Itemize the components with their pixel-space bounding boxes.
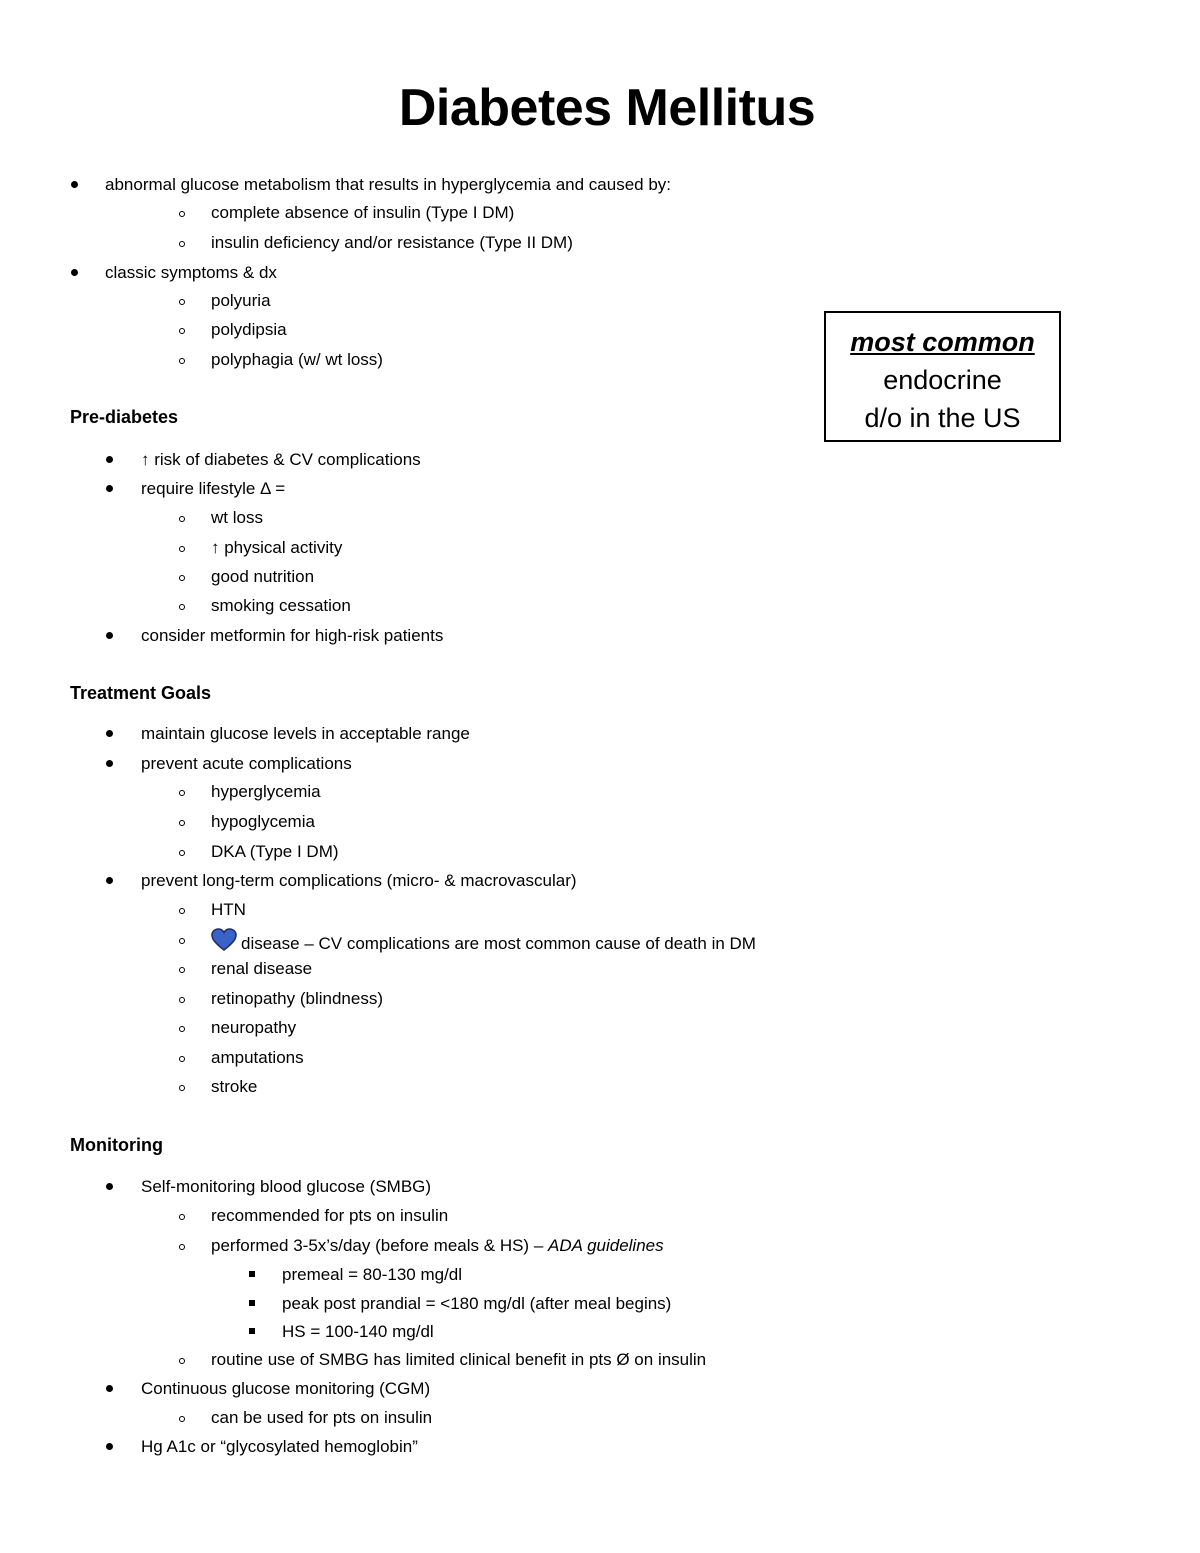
bullet — [106, 456, 113, 463]
sub-bullet — [179, 211, 185, 217]
sub-bullet — [179, 299, 185, 305]
callout-line: d/o in the US — [864, 403, 1021, 433]
list-item: polyuria — [211, 291, 271, 310]
list-item: renal disease — [211, 959, 313, 978]
callout-line: endocrine — [883, 365, 1002, 395]
sub-bullet — [179, 516, 185, 522]
list-item-heart-disease — [211, 928, 756, 955]
list-item-text: performed 3-5x’s/day (before meals & HS) – — [211, 1236, 544, 1255]
section-heading-prediabetes: Pre-diabetes — [70, 407, 179, 427]
list-item: complete absence of insulin (Type I DM) — [211, 203, 515, 222]
list-item: HS = 100-140 mg/dl — [282, 1322, 434, 1341]
list-item-text: disease – CV complications are most common cause of death in DM — [241, 934, 756, 953]
list-item: Hg A1c or “glycosylated hemoglobin” — [141, 1437, 418, 1456]
sub-bullet — [179, 967, 185, 973]
list-item: routine use of SMBG has limited clinical benefit in pts Ø on insulin — [211, 1350, 707, 1369]
list-item: retinopathy (blindness) — [211, 989, 383, 1008]
list-item: abnormal glucose metabolism that results in hyperglycemia and caused by: — [105, 175, 672, 194]
callout-emphasis: most common — [850, 327, 1035, 357]
bullet — [106, 730, 113, 737]
section-heading-treatment: Treatment Goals — [70, 683, 212, 703]
sub-bullet — [179, 604, 185, 610]
list-item — [211, 1235, 664, 1257]
sub-bullet — [179, 1416, 185, 1422]
list-item: ↑ risk of diabetes & CV complications — [141, 450, 421, 469]
list-item: prevent long-term complications (micro- & macrovascular) — [141, 871, 577, 890]
sub-sub-bullet — [249, 1328, 255, 1334]
sub-bullet — [179, 358, 185, 364]
sub-bullet — [179, 575, 185, 581]
sub-sub-bullet — [249, 1300, 255, 1306]
list-item: stroke — [211, 1077, 258, 1096]
list-item: hyperglycemia — [211, 782, 321, 801]
sub-bullet — [179, 1358, 185, 1364]
list-item: amputations — [211, 1048, 304, 1067]
bullet — [106, 632, 113, 639]
list-item: Continuous glucose monitoring (CGM) — [141, 1379, 431, 1398]
sub-sub-bullet — [249, 1271, 255, 1277]
bullet — [106, 877, 113, 884]
list-item: hypoglycemia — [211, 812, 315, 831]
list-item: neuropathy — [211, 1018, 297, 1037]
bullet — [106, 1443, 113, 1450]
callout-box — [824, 311, 1061, 442]
sub-bullet — [179, 1085, 185, 1091]
sub-bullet — [179, 1026, 185, 1032]
list-item: peak post prandial = <180 mg/dl (after meal begins) — [282, 1294, 672, 1313]
list-item: ↑ physical activity — [211, 538, 343, 557]
heart-icon — [211, 928, 237, 952]
list-item: classic symptoms & dx — [105, 263, 277, 282]
list-item: polydipsia — [211, 320, 287, 339]
bullet — [106, 485, 113, 492]
list-item: require lifestyle Δ = — [141, 479, 286, 498]
list-item: smoking cessation — [211, 596, 351, 615]
bullet — [106, 1183, 113, 1190]
list-item: HTN — [211, 900, 246, 919]
sub-bullet — [179, 241, 185, 247]
list-item: polyphagia (w/ wt loss) — [211, 350, 383, 369]
list-item: good nutrition — [211, 567, 315, 586]
sub-bullet — [179, 790, 185, 796]
bullet — [106, 1385, 113, 1392]
sub-bullet — [179, 820, 185, 826]
sub-bullet — [179, 938, 185, 944]
sub-bullet — [179, 850, 185, 856]
sub-bullet — [179, 1056, 185, 1062]
document-title: Diabetes Mellitus — [398, 79, 816, 137]
list-item: can be used for pts on insulin — [211, 1408, 433, 1427]
list-item: prevent acute complications — [141, 754, 352, 773]
bullet — [71, 181, 78, 188]
bullet — [71, 269, 78, 276]
list-item: wt loss — [211, 508, 263, 527]
sub-bullet — [179, 1244, 185, 1250]
list-item: DKA (Type I DM) — [211, 842, 339, 861]
list-item: premeal = 80-130 mg/dl — [282, 1265, 463, 1284]
guideline-source: ADA guidelines — [548, 1236, 664, 1255]
sub-bullet — [179, 546, 185, 552]
list-item: maintain glucose levels in acceptable range — [141, 724, 470, 743]
sub-bullet — [179, 328, 185, 334]
section-heading-monitoring: Monitoring — [70, 1135, 163, 1155]
sub-bullet — [179, 908, 185, 914]
list-item: Self-monitoring blood glucose (SMBG) — [141, 1177, 432, 1196]
list-item: consider metformin for high-risk patients — [141, 626, 444, 645]
list-item: recommended for pts on insulin — [211, 1206, 449, 1225]
sub-bullet — [179, 1214, 185, 1220]
sub-bullet — [179, 997, 185, 1003]
bullet — [106, 760, 113, 767]
list-item: insulin deficiency and/or resistance (Type II DM) — [211, 233, 573, 252]
